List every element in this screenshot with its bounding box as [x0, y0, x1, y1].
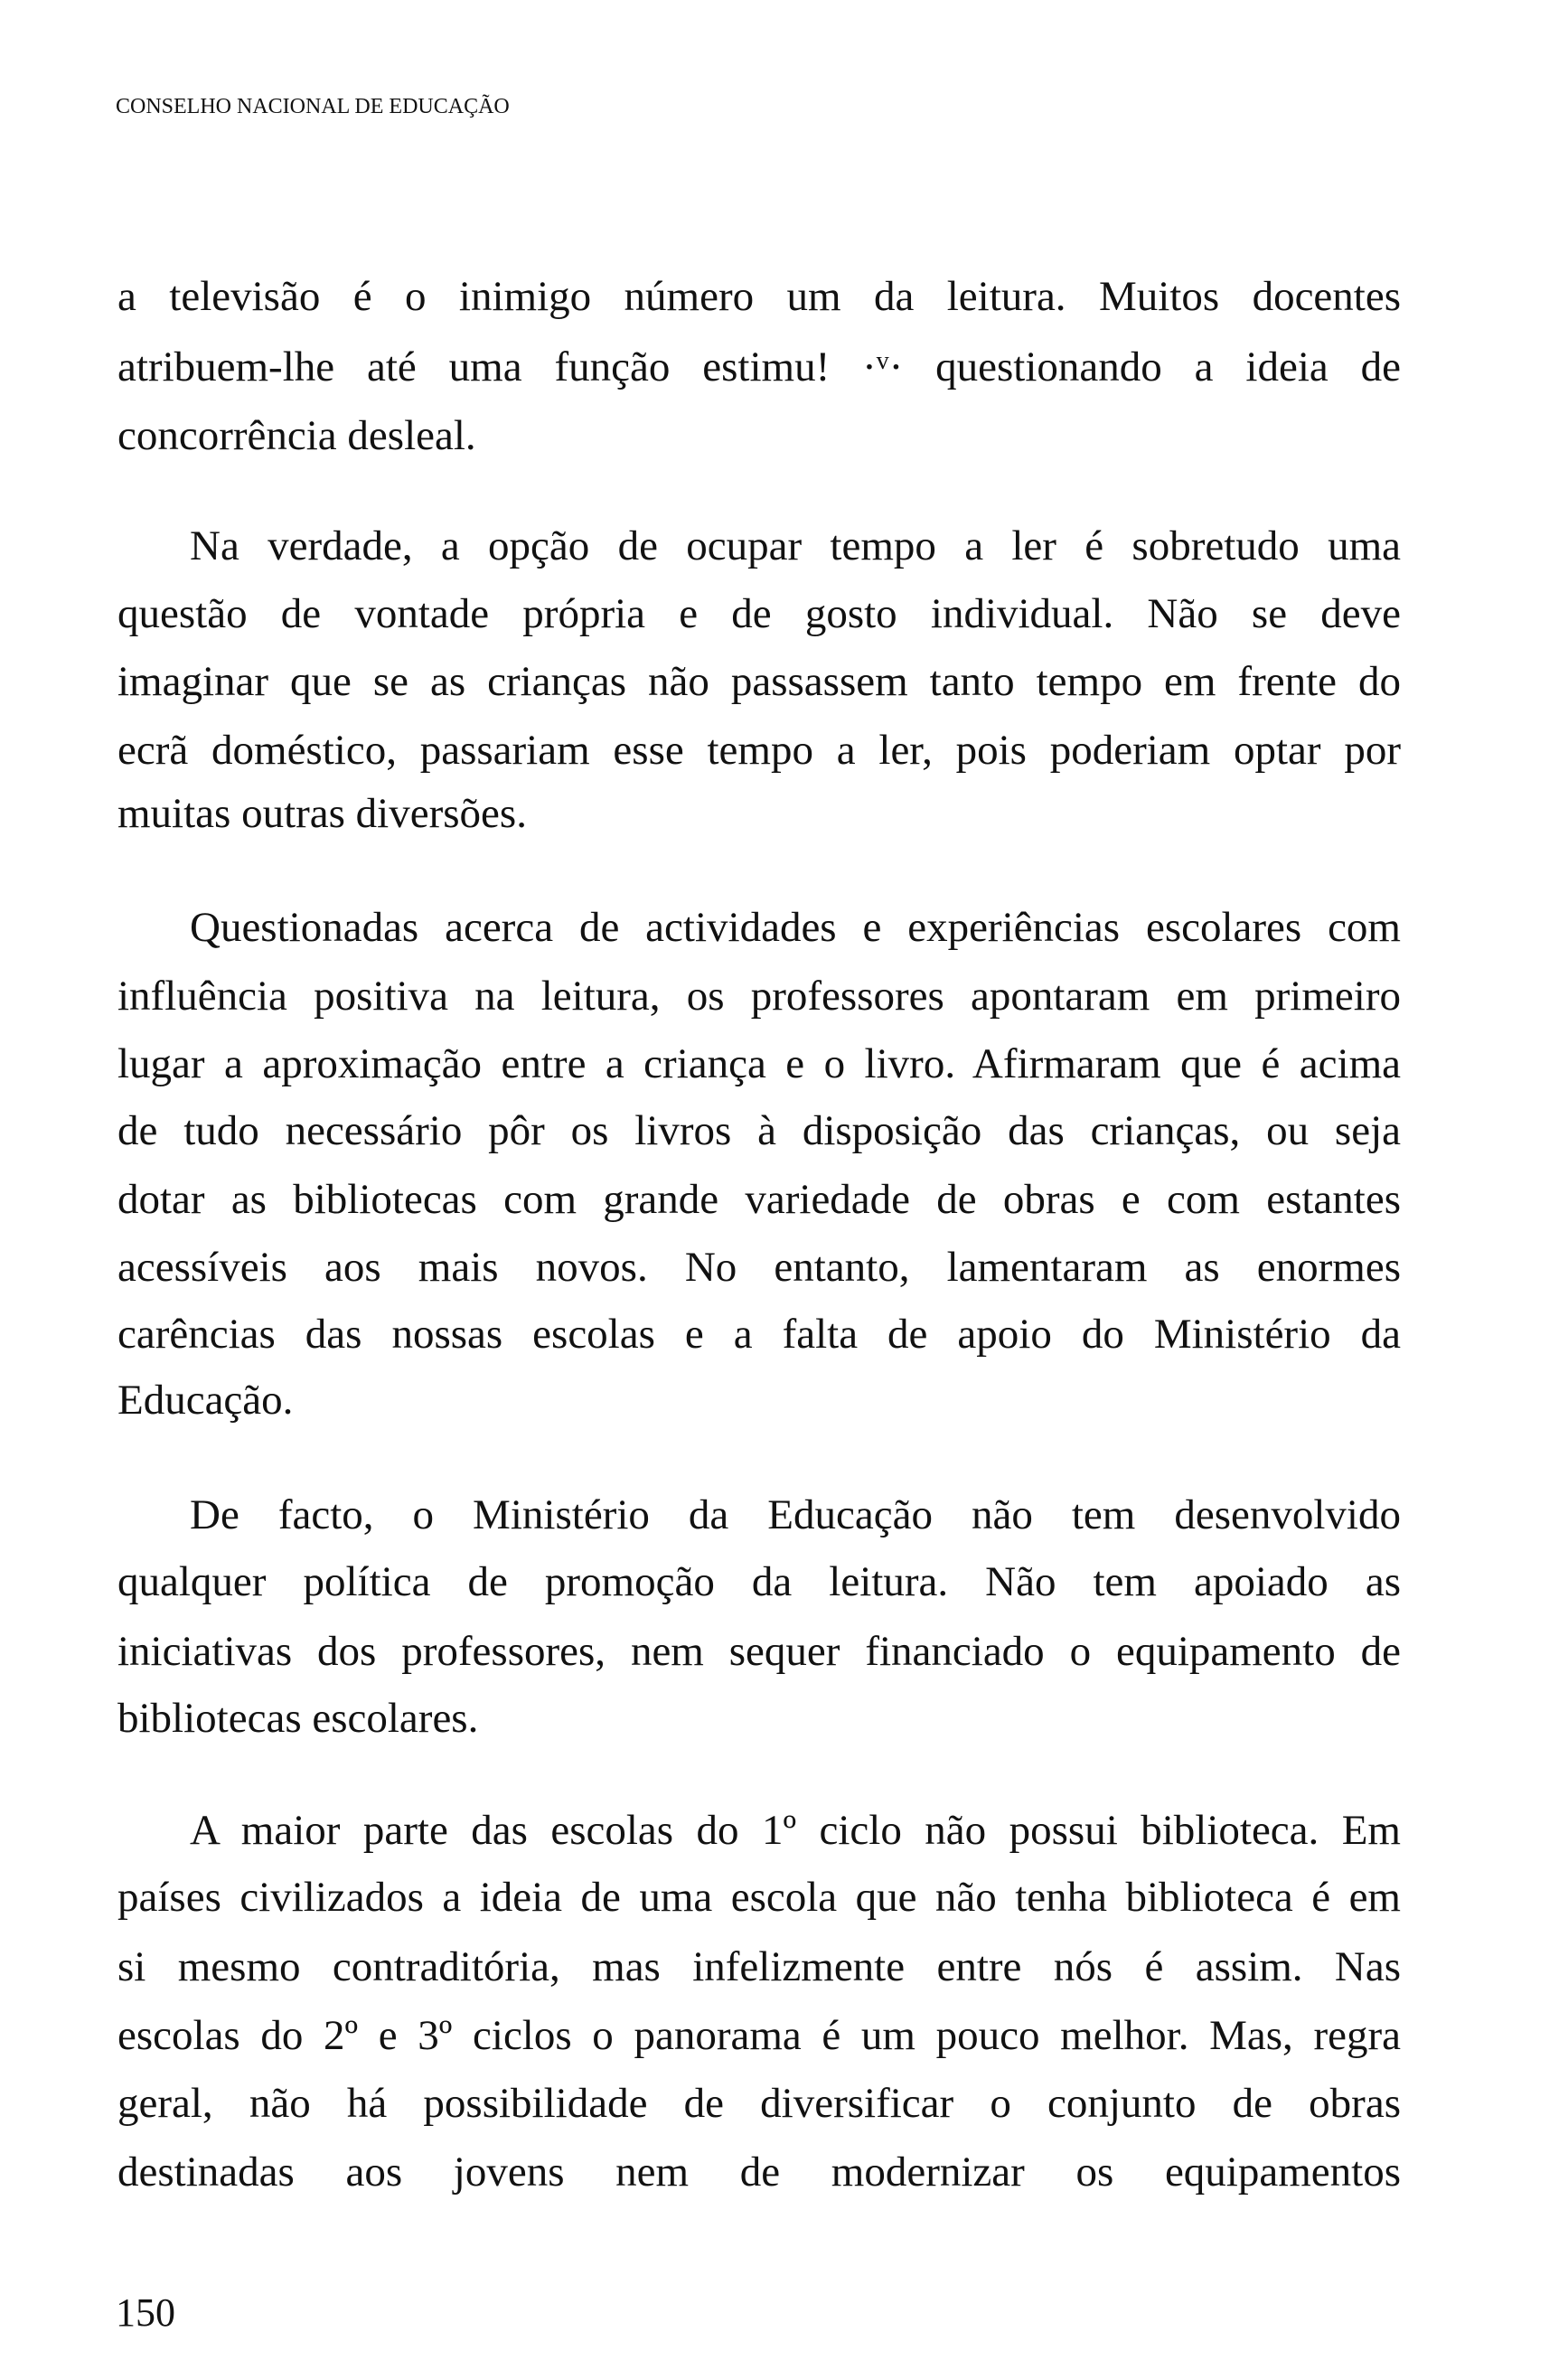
paragraph-5-line-2: países civilizados a ideia de uma escola que não tenha biblioteca é em [117, 1874, 1401, 1921]
page-number: 150 [116, 2290, 175, 2335]
paragraph-4-line-1: De facto, o Ministério da Educação não tem desenvolvido [190, 1491, 1401, 1538]
paragraph-1-line-3: concorrência desleal. [117, 412, 476, 459]
paragraph-4-line-4: bibliotecas escolares. [117, 1695, 479, 1742]
paragraph-2-line-4: ecrã doméstico, passariam esse tempo a ler, pois poderiam optar por [117, 727, 1401, 774]
paragraph-3-line-3: lugar a aproximação entre a criança e o livro. Afirmaram que é acima [117, 1040, 1401, 1087]
paragraph-5-line-3: si mesmo contraditória, mas infelizmente entre nós é assim. Nas [117, 1943, 1401, 1990]
running-header: CONSELHO NACIONAL DE EDUCAÇÃO [116, 95, 510, 118]
paragraph-3-line-7: carências das nossas escolas e a falta de apoio do Ministério da [117, 1311, 1401, 1358]
paragraph-1-line-1: a televisão é o inimigo número um da leitura. Muitos docentes [117, 273, 1401, 320]
paragraph-3-line-4: de tudo necessário pôr os livros à disposição das crianças, ou seja [117, 1107, 1401, 1154]
paragraph-3-line-2: influência positiva na leitura, os professores apontaram em primeiro [117, 973, 1401, 1020]
paragraph-4-line-2: qualquer política de promoção da leitura. Não tem apoiado as [117, 1558, 1401, 1605]
paragraph-3-line-5: dotar as bibliotecas com grande variedade de obras e com estantes [117, 1176, 1401, 1223]
paragraph-2-line-2: questão de vontade própria e de gosto individual. Não se deve [117, 590, 1401, 637]
paragraph-5-line-1: A maior parte das escolas do 1º ciclo não possui biblioteca. Em [190, 1807, 1401, 1854]
paragraph-3-line-1: Questionadas acerca de actividades e experiências escolares com [190, 904, 1401, 951]
paragraph-4-line-3: iniciativas dos professores, nem sequer financiado o equipamento de [117, 1628, 1401, 1675]
paragraph-2-line-5: muitas outras diversões. [117, 790, 527, 837]
paragraph-5-line-6: destinadas aos jovens nem de modernizar os equipamentos [117, 2149, 1401, 2196]
paragraph-3-line-6: acessíveis aos mais novos. No entanto, lamentaram as enormes [117, 1244, 1401, 1291]
paragraph-1-line-2: atribuem-lhe até uma função estimu! ·ᵛ· questionando a ideia de [117, 343, 1401, 390]
paragraph-5-line-4: escolas do 2º e 3º ciclos o panorama é um pouco melhor. Mas, regra [117, 2012, 1401, 2059]
paragraph-5-line-5: geral, não há possibilidade de diversificar o conjunto de obras [117, 2080, 1401, 2127]
paragraph-2-line-3: imaginar que se as crianças não passassem tanto tempo em frente do [117, 658, 1401, 705]
paragraph-3-line-8: Educação. [117, 1377, 294, 1424]
paragraph-2-line-1: Na verdade, a opção de ocupar tempo a ler é sobretudo uma [190, 522, 1401, 569]
